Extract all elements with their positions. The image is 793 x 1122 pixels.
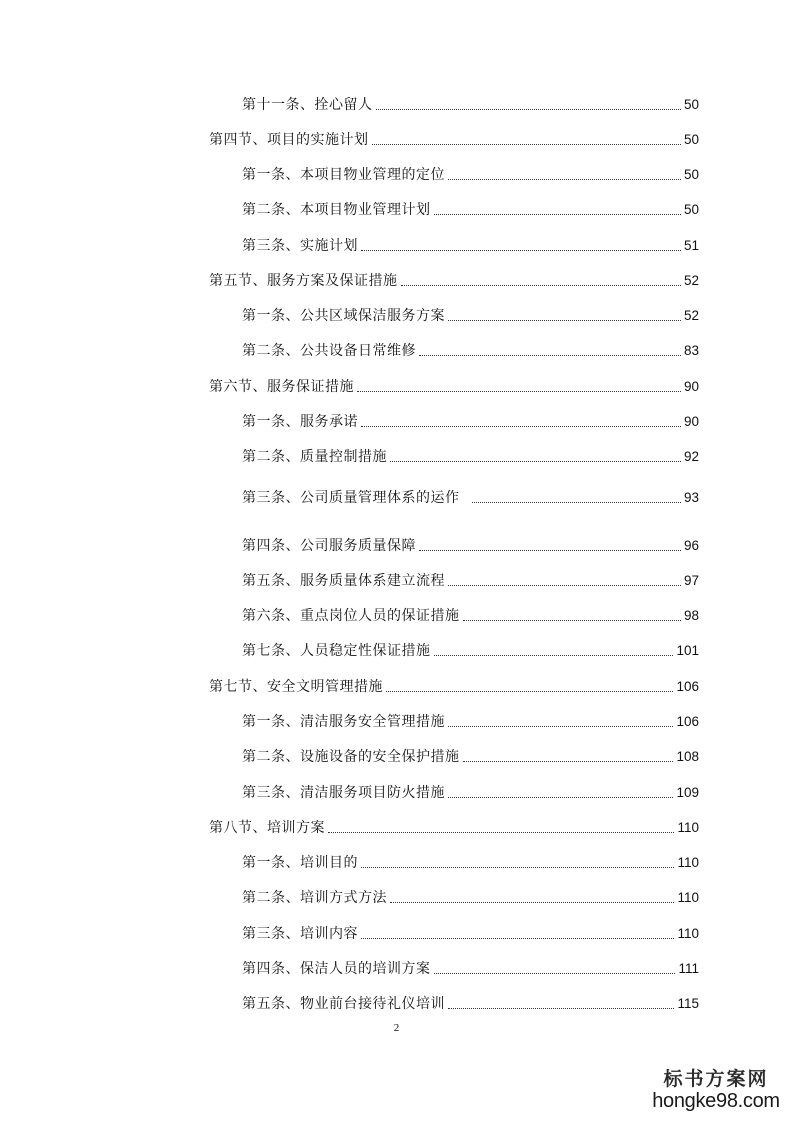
toc-entry-title: 第一条、服务承诺 [242,414,358,430]
toc-leader-dots [372,144,681,145]
toc-entry[interactable] [242,638,699,660]
site-watermark-logo [646,1068,786,1112]
toc-leader-dots [401,285,681,286]
toc-entry[interactable] [242,850,699,872]
watermark-site-url: hongke98.com [652,1090,780,1112]
toc-entry-page: 50 [683,167,699,182]
toc-entry[interactable] [242,444,699,466]
toc-entry-title: 第四节、项目的实施计划 [209,132,369,148]
toc-entry-page: 98 [683,608,699,623]
toc-entry-page: 92 [683,449,699,464]
toc-entry-title: 第一条、公共区域保洁服务方案 [242,308,445,324]
toc-entry-page: 108 [676,749,699,764]
toc-entry[interactable] [209,127,699,149]
toc-entry[interactable] [242,533,699,555]
toc-entry[interactable] [209,268,699,290]
toc-leader-dots [419,355,681,356]
toc-leader-dots [357,391,681,392]
toc-entry-page: 110 [677,855,699,870]
toc-entry[interactable] [242,991,699,1013]
toc-entry[interactable] [242,709,699,731]
toc-leader-dots [390,902,674,903]
toc-entry-page: 111 [678,961,699,976]
toc-entry-title: 第二条、培训方式方法 [242,890,387,906]
page-number: 2 [393,1022,400,1034]
toc-entry-title: 第七节、安全文明管理措施 [209,679,383,695]
toc-entry-page: 97 [683,573,699,588]
toc-entry-page: 90 [683,379,699,394]
toc-leader-dots [448,1008,674,1009]
toc-entry[interactable] [242,603,699,625]
toc-entry[interactable] [242,338,699,360]
toc-leader-dots [448,320,681,321]
watermark-site-name: 标书方案网 [663,1068,769,1090]
toc-entry-page: 106 [676,679,699,694]
toc-leader-dots [463,620,681,621]
toc-entry[interactable] [242,92,699,114]
toc-leader-dots [434,655,674,656]
toc-entry[interactable] [242,233,699,255]
toc-entry[interactable] [242,197,699,219]
toc-entry-title: 第三条、清洁服务项目防火措施 [242,785,445,801]
toc-entry-title: 第六节、服务保证措施 [209,379,354,395]
toc-entry-page: 51 [683,238,699,253]
toc-leader-dots [448,726,673,727]
toc-leader-dots [361,938,674,939]
toc-entry[interactable] [242,921,699,943]
toc-leader-dots [448,797,673,798]
toc-entry-title: 第四条、保洁人员的培训方案 [242,961,431,977]
toc-entry-page: 52 [683,308,699,323]
toc-leader-dots [463,761,674,762]
toc-entry[interactable] [209,674,699,696]
toc-entry[interactable] [242,162,699,184]
toc-entry-title: 第一条、本项目物业管理的定位 [242,167,445,183]
toc-entry-page: 50 [683,132,699,147]
toc-leader-dots [361,867,674,868]
toc-entry-page: 110 [677,820,699,835]
toc-entry-title: 第三条、培训内容 [242,926,358,942]
toc-entry[interactable] [242,885,699,907]
toc-entry-title: 第五节、服务方案及保证措施 [209,273,398,289]
toc-entry-page: 93 [683,490,699,505]
toc-leader-dots [390,461,681,462]
toc-entry-title: 第七条、人员稳定性保证措施 [242,643,431,659]
toc-entry-title: 第五条、服务质量体系建立流程 [242,573,445,589]
toc-leader-dots [386,691,673,692]
toc-entry-title: 第二条、本项目物业管理计划 [242,202,431,218]
toc-entry-page: 96 [683,538,699,553]
toc-entry[interactable] [209,374,699,396]
toc-entry-page: 50 [683,202,699,217]
toc-entry-title: 第六条、重点岗位人员的保证措施 [242,608,460,624]
toc-leader-dots [328,832,674,833]
toc-leader-dots [448,585,681,586]
toc-entry-title: 第八节、培训方案 [209,820,325,836]
toc-leader-dots [419,550,681,551]
toc-entry-title: 第一条、培训目的 [242,855,358,871]
toc-entry-page: 110 [677,890,699,905]
toc-entry-title: 第四条、公司服务质量保障 [242,538,416,554]
toc-entry-title: 第二条、质量控制措施 [242,449,387,465]
toc-entry-title: 第十一条、拴心留人 [242,97,373,113]
toc-entry-page: 101 [676,643,699,658]
toc-leader-dots [361,250,681,251]
toc-entry[interactable] [209,815,699,837]
toc-entry-page: 52 [683,273,699,288]
toc-entry-title: 第一条、清洁服务安全管理措施 [242,714,445,730]
toc-entry-page: 90 [683,414,699,429]
toc-entry-page: 83 [683,343,699,358]
toc-entry[interactable] [242,568,699,590]
toc-leader-dots [448,179,681,180]
toc-entry[interactable] [242,780,699,802]
toc-entry-title: 第三条、公司质量管理体系的运作 [242,490,460,506]
toc-leader-dots [434,214,681,215]
toc-leader-dots [434,973,676,974]
toc-leader-dots [376,109,681,110]
toc-leader-dots [472,502,681,503]
toc-entry-title: 第三条、实施计划 [242,238,358,254]
toc-entry[interactable] [242,485,699,507]
toc-entry-page: 115 [677,996,699,1011]
toc-entry[interactable] [242,409,699,431]
toc-entry-title: 第五条、物业前台接待礼仪培训 [242,996,445,1012]
toc-entry-page: 106 [676,714,699,729]
toc-entry[interactable] [242,744,699,766]
toc-leader-dots [361,426,681,427]
toc-entry[interactable] [242,303,699,325]
toc-entry[interactable] [242,956,699,978]
toc-entry-page: 110 [677,926,699,941]
toc-entry-title: 第二条、设施设备的安全保护措施 [242,749,460,765]
toc-entry-title: 第二条、公共设备日常维修 [242,343,416,359]
toc-entry-page: 50 [683,97,699,112]
toc-entry-page: 109 [676,785,699,800]
